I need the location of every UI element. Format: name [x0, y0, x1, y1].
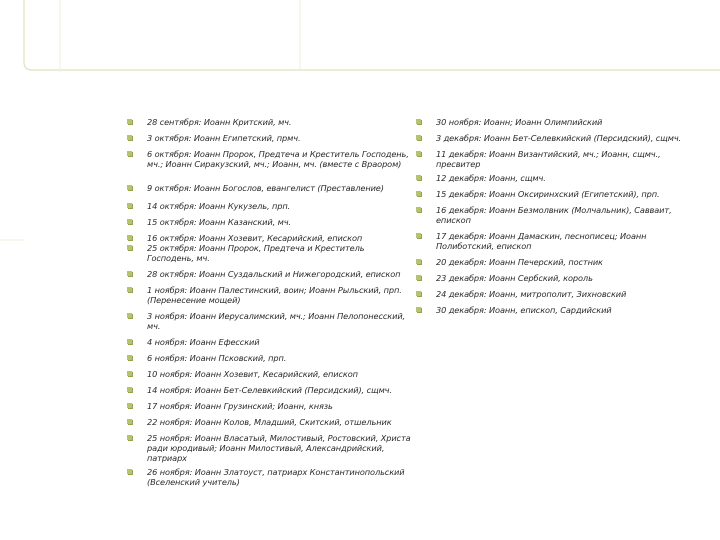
list-item — [127, 243, 413, 263]
list-item-text: 1 ноября: Иоанн Палестинский, воин; Иоанн Рыльский, прп. (Перенесение мощей) — [147, 285, 402, 305]
list-item-text: 25 октября: Иоанн Пророк, Предтеча и Креститель Господень, мч. — [147, 243, 365, 263]
list-item — [127, 467, 413, 487]
bullet-icon — [127, 435, 132, 440]
list-item-text: 23 декабря: Иоанн Сербский, король — [436, 273, 593, 283]
list-item-text: 15 декабря: Иоанн Оксиринхский (Египетский), прп. — [436, 189, 660, 199]
bullet-icon — [127, 203, 132, 208]
list-item-text: 10 ноября: Иоанн Хозевит, Кесарийский, епископ — [147, 369, 358, 379]
list-item — [416, 189, 696, 199]
list-item — [416, 173, 696, 183]
list-item — [127, 269, 413, 279]
list-item — [416, 149, 696, 169]
list-item — [416, 133, 696, 143]
bullet-icon — [127, 235, 132, 240]
list-item-text: 14 ноября: Иоанн Бет-Селевкийский (Персидский), сщмч. — [147, 385, 392, 395]
bullet-icon — [127, 119, 132, 124]
bullet-icon — [127, 371, 132, 376]
list-item-text: 12 декабря: Иоанн, сщмч. — [436, 173, 546, 183]
list-item-text: 26 ноября: Иоанн Златоуст, патриарх Константинопольский (Вселенский учитель) — [147, 467, 405, 487]
bullet-icon — [127, 151, 132, 156]
bullet-icon — [416, 151, 421, 156]
list-item — [127, 337, 413, 347]
bullet-icon — [416, 175, 421, 180]
list-item — [127, 417, 413, 427]
bullet-icon — [416, 135, 421, 140]
bullet-icon — [416, 191, 421, 196]
list-item — [127, 285, 413, 305]
list-item-text: 4 ноября: Иоанн Ефесский — [147, 337, 260, 347]
list-item — [127, 217, 413, 227]
bullet-icon — [127, 313, 132, 318]
bullet-icon — [127, 271, 132, 276]
bullet-icon — [127, 469, 132, 474]
bullet-icon — [416, 119, 421, 124]
list-item-text: 6 октября: Иоанн Пророк, Предтеча и Креститель Господень, мч.; Иоанн Сиракузский, мч.; Иоанн, мч. (вместе с Враором) — [147, 149, 409, 169]
list-item-text: 20 декабря: Иоанн Печерский, постник — [436, 257, 603, 267]
list-item — [416, 305, 696, 315]
list-item-text: 17 ноября: Иоанн Грузинский; Иоанн, князь — [147, 401, 333, 411]
bullet-icon — [416, 291, 421, 296]
bullet-icon — [416, 275, 421, 280]
list-item — [127, 369, 413, 379]
list-item-text: 9 октября: Иоанн Богослов, евангелист (Преставление) — [147, 183, 384, 193]
list-item — [416, 273, 696, 283]
list-item — [127, 385, 413, 395]
bullet-icon — [127, 403, 132, 408]
bullet-icon — [127, 219, 132, 224]
bullet-icon — [416, 259, 421, 264]
list-item-text: 30 декабря: Иоанн, епископ, Сардийский — [436, 305, 612, 315]
list-item — [127, 201, 413, 211]
list-item — [416, 117, 696, 127]
list-item — [127, 133, 413, 143]
bullet-icon — [127, 287, 132, 292]
bullet-icon — [416, 307, 421, 312]
list-item — [127, 117, 413, 127]
list-item-text: 30 ноября: Иоанн; Иоанн Олимпийский — [436, 117, 603, 127]
list-item-text: 17 декабря: Иоанн Дамаскин, песнописец; Иоанн Полиботский, епископ — [436, 231, 647, 251]
bullet-icon — [127, 245, 132, 250]
list-item — [416, 205, 696, 225]
list-item-text: 16 октября: Иоанн Хозевит, Кесарийский, епископ — [147, 233, 363, 243]
list-item-text: 11 декабря: Иоанн Византийский, мч.; Иоанн, сщмч., пресвитер — [436, 149, 661, 169]
list-item — [127, 311, 413, 331]
list-item — [127, 353, 413, 363]
list-item-text: 14 октября: Иоанн Кукузель, прп. — [147, 201, 291, 211]
list-item — [416, 257, 696, 267]
list-item-text: 16 декабря: Иоанн Безмолвник (Молчальник), Савваит, епископ — [436, 205, 672, 225]
list-item — [127, 149, 413, 169]
list-item-text: 24 декабря: Иоанн, митрополит, Зихновский — [436, 289, 627, 299]
bullet-icon — [127, 387, 132, 392]
bullet-icon — [127, 185, 132, 190]
bullet-icon — [416, 207, 421, 212]
bullet-icon — [127, 339, 132, 344]
list-item-text: 3 октября: Иоанн Египетский, прмч. — [147, 133, 301, 143]
list-item — [127, 233, 413, 243]
list-item — [127, 183, 413, 193]
list-item — [127, 433, 413, 463]
list-item-text: 28 октября: Иоанн Суздальский и Нижегородский, епископ — [147, 269, 401, 279]
list-item-text: 3 декабря: Иоанн Бет-Селевкийский (Персидский), сщмч. — [436, 133, 682, 143]
list-item-text: 28 сентября: Иоанн Критский, мч. — [147, 117, 292, 127]
list-item-text: 6 ноября: Иоанн Псковский, прп. — [147, 353, 287, 363]
list-item-text: 15 октября: Иоанн Казанский, мч. — [147, 217, 291, 227]
bullet-icon — [127, 419, 132, 424]
list-item — [127, 401, 413, 411]
list-item — [416, 289, 696, 299]
list-item-text: 25 ноября: Иоанн Власатый, Милостивый, Ростовский, Христа ради юродивый; Иоанн Милостивый, Александрийский, патриарх — [147, 433, 411, 463]
list-item — [416, 231, 696, 251]
list-item-text: 22 ноября: Иоанн Колов, Младший, Скитский, отшельник — [147, 417, 392, 427]
bullet-icon — [127, 135, 132, 140]
list-item-text: 3 ноября: Иоанн Иерусалимский, мч.; Иоанн Пелопонесский, мч. — [147, 311, 406, 331]
bullet-icon — [416, 233, 421, 238]
bullet-icon — [127, 355, 132, 360]
